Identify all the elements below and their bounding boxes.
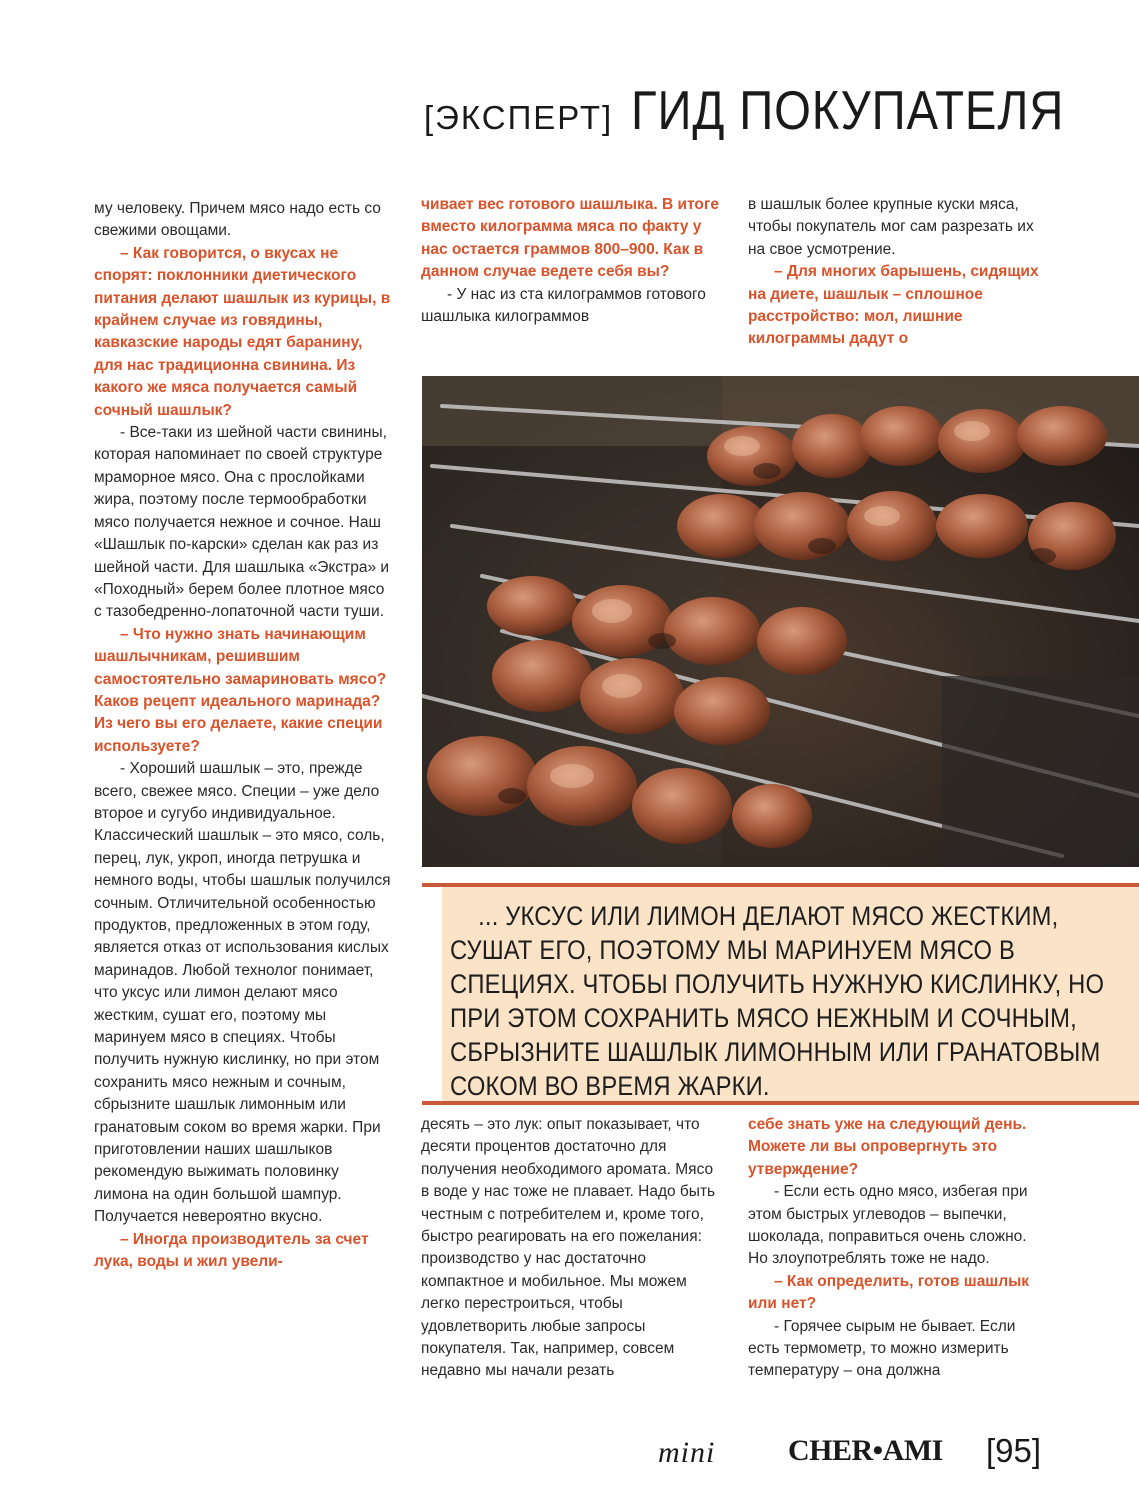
shashlik-photo bbox=[422, 376, 1139, 867]
interview-question: – Как говорится, о вкусах не спорят: поклонники диетического питания делают шашлык из курицы, в крайнем случае из говядины, кавказские народы едят баранину, для нас традиционна свинина. Из какого же мяса получается самый сочный шашлык? bbox=[94, 244, 391, 419]
pull-quote-text: ... УКСУС ИЛИ ЛИМОН ДЕЛАЮТ МЯСО ЖЕСТКИМ, СУШАТ ЕГО, ПОЭТОМУ МЫ МАРИНУЕМ МЯСО В СПЕЦИЯХ. ЧТОБЫ ПОЛУЧИТЬ НУЖНУЮ КИСЛИНКУ, НО ПРИ ЭТОМ СОХРАНИТЬ МЯСО НЕЖНЫМ И СОЧНЫМ, СБРЫЗНИТЕ ШАШЛЫК ЛИМОННЫМ ИЛИ ГРАНАТОВЫМ СОКОМ ВО ВРЕМЯ ЖАРКИ. bbox=[450, 901, 1105, 1101]
article-column-right-top bbox=[748, 194, 1048, 351]
article-column-right-bottom bbox=[748, 1114, 1048, 1383]
interview-question: – Иногда производитель за счет лука, воды и жил увели- bbox=[94, 1230, 369, 1271]
interview-answer: в шашлык более крупные куски мяса, чтобы покупатель мог сам разрезать их на свое усмотрение. bbox=[748, 196, 1034, 258]
magazine-mini-label: mini bbox=[658, 1436, 716, 1469]
page-header bbox=[424, 78, 1064, 148]
interview-answer: - У нас из ста килограммов готового шашлыка килограммов bbox=[421, 285, 706, 326]
interview-answer: - Хороший шашлык – это, прежде всего, свежее мясо. Специи – уже дело второе и сугубо индивидуальное. Классический шашлык – это мясо, соль, перец, лук, укроп, иногда петрушка и немного воды, чтобы шашлык получился сочным. Отличительной особенностью продуктов, предложенных в этом году, является отказ от использования кислых маринадов. Любой технолог понимает, что уксус или лимон делают мясо жестким, сушат его, поэтому мы маринуем мясо в специях. Чтобы получить нужную кислинку, но при этом сохранить мясо нежным и сочным, сбрызните шашлык лимонным или гранатовым соком во время жарки. При приготовлении наших шашлыков рекомендую выжимать половинку лимона на один большой шампур. Получается невероятно вкусно. bbox=[94, 760, 391, 1226]
interview-question: себе знать уже на следующий день. Можете ли вы опровергнуть это утверждение? bbox=[748, 1116, 1027, 1178]
interview-answer: му человеку. Причем мясо надо есть со свежими овощами. bbox=[94, 200, 381, 240]
interview-question: – Что нужно знать начинающим шашлычникам, решившим самостоятельно замариновать мясо? Каков рецепт идеального маринада? Из чего вы его делаете, какие специи используете? bbox=[94, 625, 387, 755]
interview-answer: - Если есть одно мясо, избегая при этом быстрых углеводов – выпечки, шоколада, поправиться очень сложно. Но злоупотреблять тоже не надо. bbox=[748, 1183, 1028, 1268]
pull-quote-accent bbox=[422, 887, 442, 1101]
pull-quote bbox=[422, 883, 1139, 1105]
magazine-logo: CHER•AMI bbox=[788, 1434, 943, 1467]
interview-answer: десять – это лук: опыт показывает, что десяти процентов достаточно для получения необходимого аромата. Мясо в воде у нас тоже не плавает. Надо быть честным с потребителем и, кроме того, быстро реагировать на его пожелания: производство у нас достаточно компактное и мобильное. Мы можем легко перестроиться, чтобы удовлетворить любые запросы покупателя. Так, например, совсем недавно мы начали резать bbox=[421, 1116, 716, 1380]
grilled-skewers-image bbox=[422, 376, 1139, 867]
page-footer bbox=[658, 1432, 1058, 1476]
interview-question: чивает вес готового шашлыка. В итоге вместо килограмма мяса по факту у нас остается граммов 800–900. Как в данном случае ведете себя вы? bbox=[421, 196, 719, 281]
page-number: [95] bbox=[986, 1432, 1042, 1469]
section-tag: [ЭКСПЕРТ] bbox=[424, 99, 614, 136]
page-title: ГИД ПОКУПАТЕЛЯ bbox=[631, 79, 1065, 141]
interview-answer: - Все-таки из шейной части свинины, которая напоминает по своей структуре мраморное мясо. Она с прослойками жира, поэтому после термообработки мясо получается нежное и сочное. Наш «Шашлык по-карски» сделан как раз из шейной части. Для шашлыка «Экстра» и «Походный» берем более плотное мясо с тазобедренно-лопаточной части туши. bbox=[94, 424, 390, 621]
article-column-left bbox=[94, 198, 394, 1274]
interview-answer: - Горячее сырым не бывает. Если есть термометр, то можно измерить температуру – она должна bbox=[748, 1317, 1016, 1380]
interview-question: – Для многих барышень, сидящих на диете, шашлык – сплошное расстройство: мол, лишние килограммы дадут о bbox=[748, 263, 1039, 348]
article-column-middle-top bbox=[421, 194, 721, 328]
article-column-middle-bottom bbox=[421, 1114, 721, 1383]
interview-question: – Как определить, готов шашлык или нет? bbox=[748, 1272, 1030, 1313]
